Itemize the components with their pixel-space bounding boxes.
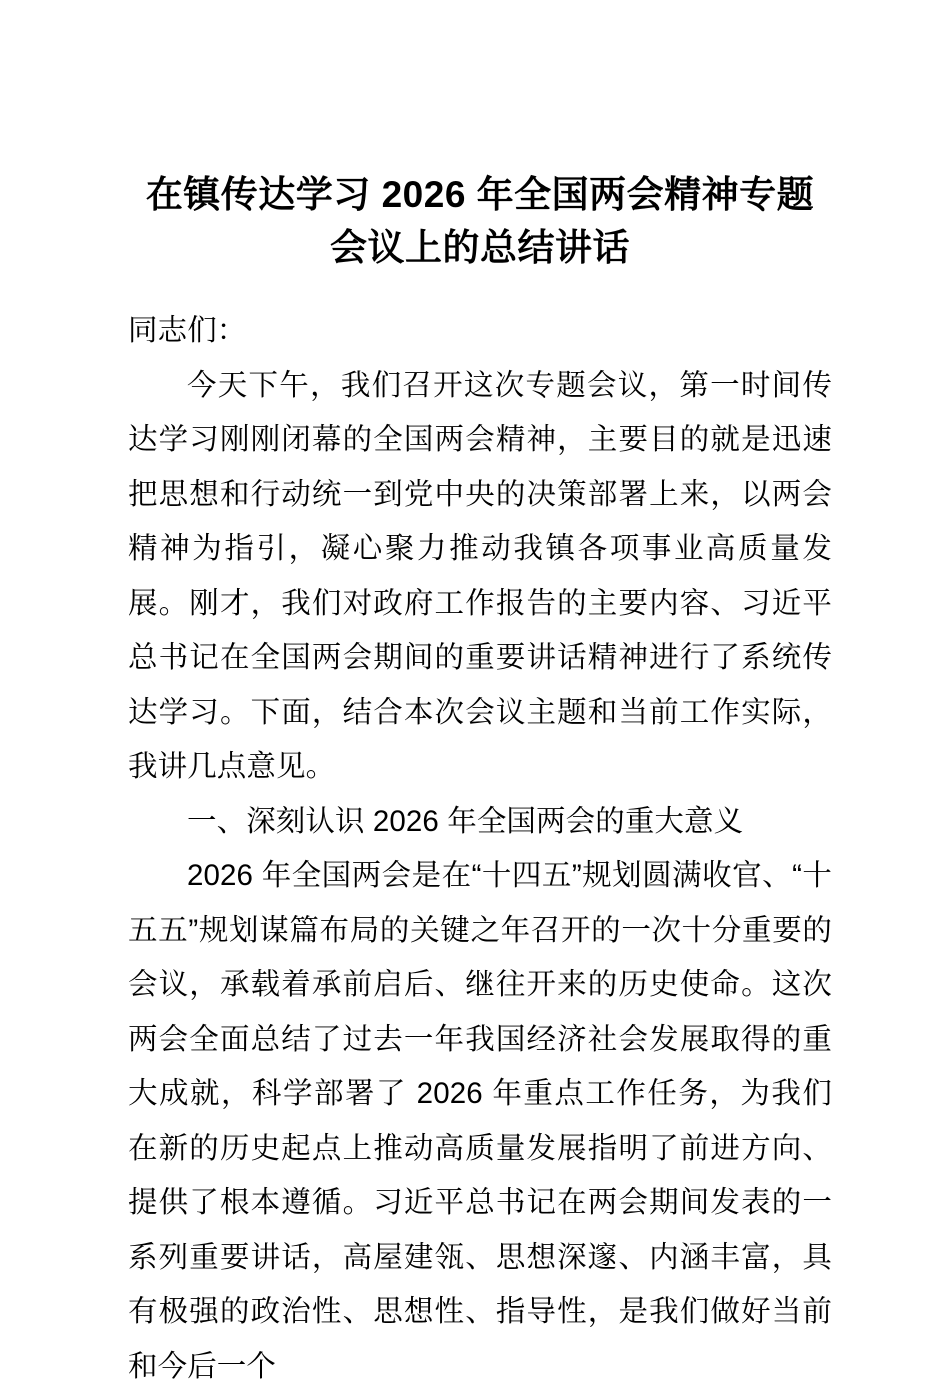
document-title: 在镇传达学习 2026 年全国两会精神专题会议上的总结讲话 <box>145 174 815 268</box>
paragraph-intro: 今天下午，我们召开这次专题会议，第一时间传达学习刚刚闭幕的全国两会精神，主要目的就是迅速把思想和行动统一到党中央的决策部署上来，以两会精神为指引，凝心聚力推动我镇各项事业高质量发展。刚才，我们对政府工作报告的主要内容、习近平总书记在全国两会期间的重要讲话精神进行了系统传达学习。下面，结合本次会议主题和当前工作实际，我讲几点意见。 <box>128 368 832 783</box>
document-body <box>128 0 832 1394</box>
section-heading-1: 一、深刻认识 2026 年全国两会的重大意义 <box>187 804 744 838</box>
paragraph-section-1-body: 2026 年全国两会是在“十四五”规划圆满收官、“十五五”规划谋篇布局的关键之年召开的一次十分重要的会议，承载着承前启后、继往开来的历史使命。这次两会全面总结了过去一年我国经济社会发展取得的重大成就，科学部署了 2026 年重点工作任务，为我们在新的历史起点上推动高质量发展指明了前进方向、提供了根本遵循。习近平总书记在两会期间发表的一系列重要讲话，高屋建瓴、思想深邃、内涵丰富，具有极强的政治性、思想性、指导性，是我们做好当前和今后一个 <box>128 859 832 1383</box>
salutation-line: 同志们： <box>128 314 247 347</box>
